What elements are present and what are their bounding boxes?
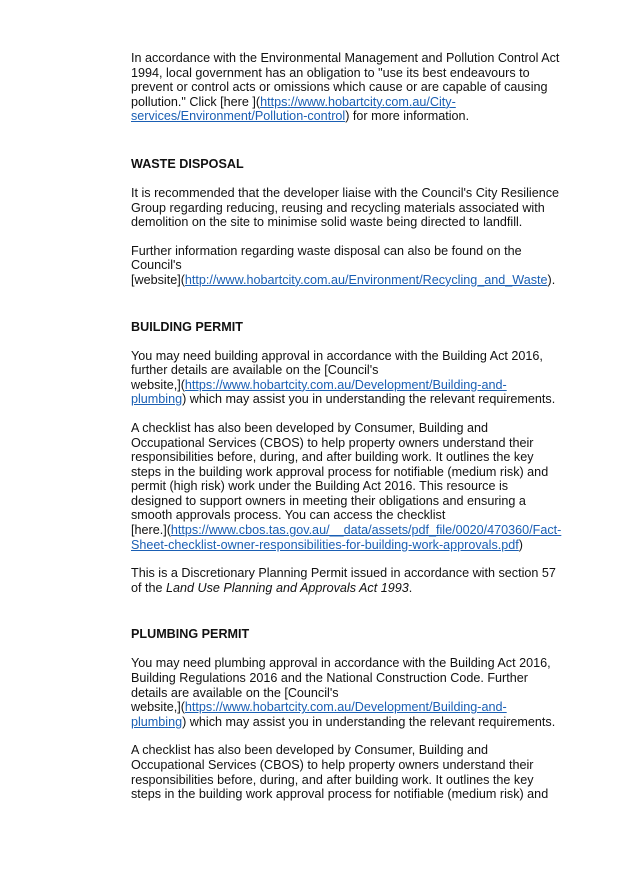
text-fragment: ) which may assist you in understanding the relevant requirements.	[182, 714, 556, 729]
pollution-control-link[interactable]: https://www.hobartcity.com.au/City-	[260, 94, 456, 109]
recycling-waste-link[interactable]: http://www.hobartcity.com.au/Environment/Recycling_and_Waste	[184, 272, 548, 287]
building-permit-heading: BUILDING PERMIT	[131, 319, 243, 334]
cbos-checklist-link[interactable]: https://www.cbos.tas.gov.au/__data/assets/pdf_file/0020/470360/Fact-	[170, 523, 562, 538]
text-line: A checklist has also been developed by Consumer, Building and	[131, 420, 489, 435]
plumbing-building-link-continued[interactable]: plumbing	[131, 714, 183, 729]
text-line: responsibilities before, during, and after building work. It outlines the key	[131, 772, 534, 787]
building-plumbing-link[interactable]: https://www.hobartcity.com.au/Development/Building-and-	[184, 377, 507, 392]
plumbing-building-link[interactable]: https://www.hobartcity.com.au/Development/Building-and-	[184, 700, 507, 715]
text-line: In accordance with the Environmental Management and Pollution Control Act	[131, 51, 560, 65]
text-line	[131, 109, 571, 124]
pollution-control-link-continued[interactable]: services/Environment/Pollution-control	[131, 109, 346, 124]
text-line: smooth approvals process. You can access the checklist	[131, 508, 446, 523]
text-line: A checklist has also been developed by Consumer, Building and	[131, 743, 489, 758]
text-line: Further information regarding waste disposal can also be found on the	[131, 243, 522, 258]
plumbing-paragraph-2	[131, 743, 571, 801]
text-line	[131, 538, 571, 553]
text-line: responsibilities before, during, and after building work. It outlines the key	[131, 450, 534, 465]
text-line: Council's	[131, 258, 182, 273]
text-line: Occupational Services (CBOS) to help property owners understand their	[131, 435, 534, 450]
text-line: It is recommended that the developer liaise with the Council's City Resilience	[131, 185, 559, 200]
text-fragment: )	[518, 537, 523, 552]
text-line: further details are available on the [Council's	[131, 363, 379, 378]
building-paragraph-1	[131, 349, 571, 407]
plumbing-paragraph-1	[131, 656, 571, 729]
text-line	[131, 273, 571, 288]
waste-disposal-heading: WASTE DISPOSAL	[131, 156, 244, 171]
text-line: designed to support owners in meeting their obligations and ensuring a	[131, 493, 526, 508]
intro-paragraph	[131, 51, 571, 124]
waste-paragraph-2	[131, 244, 571, 288]
text-line: Occupational Services (CBOS) to help property owners understand their	[131, 758, 534, 772]
text-line: prevent or control acts or omissions which cause or are capable of causing	[131, 80, 548, 95]
text-line: steps in the building work approval process for notifiable (medium risk) and	[131, 787, 549, 802]
text-line: 1994, local government has an obligation to "use its best endeavours to	[131, 65, 530, 80]
text-line: This is a Discretionary Planning Permit issued in accordance with section 57	[131, 566, 556, 581]
cbos-checklist-link-continued[interactable]: Sheet-checklist-owner-responsibilities-for-building-work-approvals.pdf	[131, 537, 519, 552]
text-line	[131, 700, 571, 715]
text-fragment: ) for more information.	[345, 109, 470, 124]
building-paragraph-2	[131, 421, 571, 552]
text-line	[131, 95, 571, 110]
text-line: demolition on the site to minimise solid waste being directed to landfill.	[131, 215, 523, 230]
text-line	[131, 715, 571, 730]
waste-paragraph-1	[131, 186, 571, 230]
text-fragment: .	[408, 580, 413, 595]
text-line: You may need building approval in accordance with the Building Act 2016,	[131, 348, 543, 363]
text-line	[131, 523, 571, 538]
text-fragment: [website](	[131, 272, 185, 287]
text-line: You may need plumbing approval in accordance with the Building Act 2016,	[131, 656, 551, 671]
text-fragment: website,](	[131, 377, 185, 392]
text-line: permit (high risk) work under the Building Act 2016. This resource is	[131, 479, 509, 494]
plumbing-permit-heading: PLUMBING PERMIT	[131, 627, 250, 642]
text-fragment: [here.](	[131, 523, 171, 538]
act-title: Land Use Planning and Approvals Act 1993	[166, 580, 409, 595]
text-fragment: website,](	[131, 700, 185, 715]
text-fragment: ).	[547, 272, 556, 287]
text-fragment: pollution." Click [here ](	[131, 94, 261, 109]
text-line: Group regarding reducing, reusing and recycling materials associated with	[131, 200, 545, 215]
building-paragraph-3	[131, 566, 571, 595]
text-fragment: ) which may assist you in understanding the relevant requirements.	[182, 392, 556, 407]
text-line	[131, 378, 571, 393]
text-fragment: of the	[131, 580, 167, 595]
document-page	[131, 51, 571, 802]
text-line: details are available on the [Council's	[131, 685, 339, 700]
text-line	[131, 392, 571, 407]
text-line: steps in the building work approval process for notifiable (medium risk) and	[131, 464, 549, 479]
text-line	[131, 581, 571, 596]
text-line: Building Regulations 2016 and the National Construction Code. Further	[131, 671, 528, 686]
building-plumbing-link-continued[interactable]: plumbing	[131, 392, 183, 407]
